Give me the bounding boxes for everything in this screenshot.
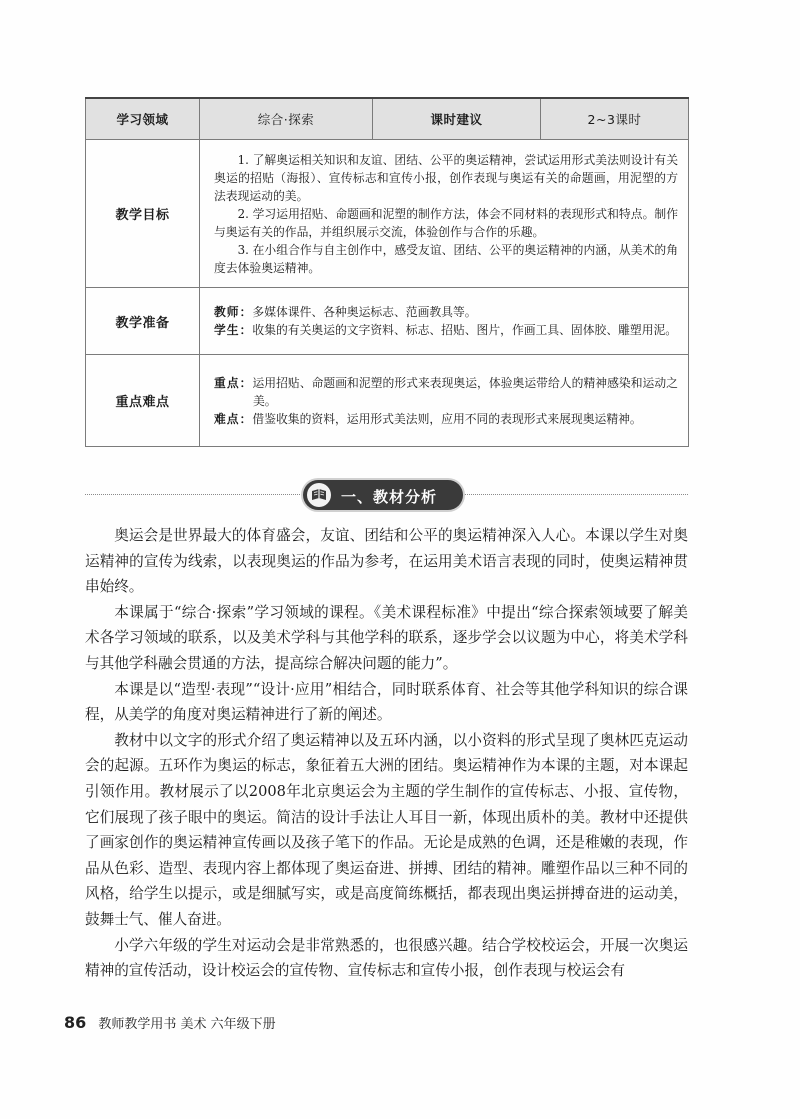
goals-cell (200, 140, 689, 288)
section-title: 一、教材分析 (341, 488, 438, 506)
key-difficulty (214, 410, 678, 428)
focus-text: 运用招贴、命题画和泥塑的形式来表现奥运，体验奥运带给人的精神感染和运动之美。 (252, 375, 678, 408)
key-label: 重点难点 (86, 355, 200, 447)
student-tag: 学生： (214, 323, 253, 337)
paragraph: 奥运会是世界最大的体育盛会，友谊、团结和公平的奥运精神深入人心。本课以学生对奥运精神的宣传为线索，以表现奥运的作品为参考，在运用美术语言表现的同时，使奥运精神贯串始终。 (85, 527, 688, 596)
paragraph: 教材中以文字的形式介绍了奥运精神以及五环内涵，以小资料的形式呈现了奥林匹克运动会的起源。五环作为奥运的标志，象征着五大洲的团结。奥运精神作为本课的主题，对本课起引领作用。教材展示了以2008年北京奥运会为主题的学生制作的宣传标志、小报、宣传物，它们展现了孩子眼中的奥运。简洁的设计手法让人耳目一新，体现出质朴的美。教材中还提供了画家创作的奥运精神宣传画以及孩子笔下的作品。无论是成熟的色调，还是稚嫩的表现，作品从色彩、造型、表现内容上都体现了奥运奋进、拼搏、团结的精神。雕塑作品以三种不同的风格，给学生以提示，或是细腻写实，或是高度简练概括，都表现出奥运拼搏奋进的运动美，鼓舞士气、催人奋进。 (85, 731, 688, 928)
book-icon (307, 483, 331, 507)
page-number: 86 (64, 1013, 87, 1032)
table-row-prep (86, 288, 689, 355)
hours-label: 课时建议 (373, 98, 541, 140)
table-row-key (86, 355, 689, 447)
dotted-divider-right (465, 494, 688, 495)
paragraph: 本课属于“综合·探索”学习领域的课程。《美术课程标准》中提出“综合探索领域要了解美术各学习领域的联系，以及美术学科与其他学科的联系，逐步学会以议题为中心，将美术学科与其他学科融会贯通的方法，提高综合解决问题的能力”。 (85, 603, 688, 672)
goal-item: 1. 了解奥运相关知识和友谊、团结、公平的奥运精神，尝试运用形式美法则设计有关奥运的招贴（海报）、宣传标志和宣传小报，创作表现与奥运有关的命题画，用泥塑的方法表现运动的美。 (214, 152, 678, 203)
paragraph: 本课是以“造型·表现”“设计·应用”相结合，同时联系体育、社会等其他学科知识的综合课程，从美学的角度对奥运精神进行了新的阐述。 (85, 680, 688, 724)
domain-label: 学习领域 (86, 98, 200, 140)
page-footer (64, 1013, 276, 1032)
hours-value: 2~3课时 (541, 98, 689, 140)
goals-label: 教学目标 (86, 140, 200, 288)
difficulty-tag: 难点： (214, 411, 253, 426)
teacher-tag: 教师： (214, 305, 253, 319)
domain-value: 综合·探索 (200, 98, 373, 140)
body-text (85, 523, 688, 984)
goal-item: 2. 学习运用招贴、命题画和泥塑的制作方法，体会不同材料的表现形式和特点。制作与奥运有关的作品，并组织展示交流，体验创作与合作的乐趣。 (214, 206, 678, 239)
key-focus (214, 374, 678, 410)
key-cell (200, 355, 689, 447)
prep-label: 教学准备 (86, 288, 200, 355)
focus-tag: 重点： (214, 375, 253, 390)
dotted-divider-left (85, 494, 300, 495)
prep-teacher (214, 303, 678, 321)
teacher-text: 多媒体课件、各种奥运标志、范画教具等。 (252, 305, 477, 319)
paragraph: 小学六年级的学生对运动会是非常熟悉的，也很感兴趣。结合学校校运会，开展一次奥运精神的宣传活动，设计校运会的宣传物、宣传标志和宣传小报，创作表现与校运会有 (85, 936, 688, 980)
book-title: 教师教学用书 美术 六年级下册 (98, 1017, 276, 1032)
section-header (85, 478, 688, 512)
prep-student (214, 321, 678, 339)
prep-cell (200, 288, 689, 355)
difficulty-text: 借鉴收集的资料，运用形式美法则，应用不同的表现形式来展现奥运精神。 (252, 411, 642, 426)
lesson-info-table (85, 97, 689, 447)
table-header-row (86, 98, 689, 140)
section-title-pill (303, 480, 463, 510)
goal-item: 3. 在小组合作与自主创作中，感受友谊、团结、公平的奥运精神的内涵，从美术的角度去体验奥运精神。 (214, 242, 678, 275)
student-text: 收集的有关奥运的文字资料、标志、招贴、图片，作画工具、固体胶、雕塑用泥。 (252, 323, 678, 337)
table-row-goals (86, 140, 689, 288)
